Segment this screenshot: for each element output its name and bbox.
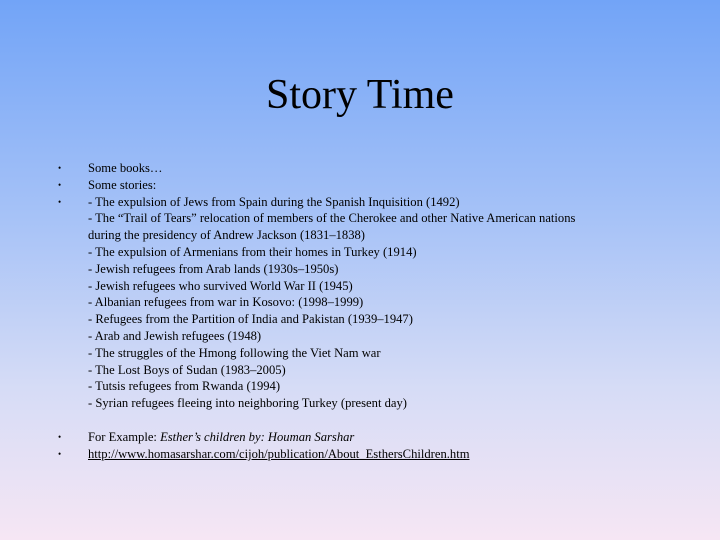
bullet-item bbox=[56, 194, 656, 211]
story-line: - The expulsion of Armenians from their homes in Turkey (1914) bbox=[88, 244, 417, 259]
bullet-icon: • bbox=[58, 431, 62, 442]
spacer bbox=[56, 412, 656, 429]
bullet-icon: • bbox=[58, 179, 62, 190]
bullet-item bbox=[56, 160, 656, 177]
story-line: - Refugees from the Partition of India and Pakistan (1939–1947) bbox=[88, 312, 413, 327]
story-line: during the presidency of Andrew Jackson (1831–1838) bbox=[88, 228, 366, 243]
bullet-text: Some stories: bbox=[88, 177, 157, 192]
bullet-icon: • bbox=[58, 163, 62, 173]
source-link[interactable]: http://www.homasarshar.com/cijoh/publication/About_EsthersChildren.htm bbox=[88, 446, 470, 461]
story-line: - Albanian refugees from war in Kosovo: (1998–1999) bbox=[88, 295, 364, 310]
bullet-icon: • bbox=[58, 448, 62, 459]
example-book-title: Esther’s children by: Houman Sarshar bbox=[160, 429, 355, 444]
story-line: - The Lost Boys of Sudan (1983–2005) bbox=[88, 362, 286, 377]
story-line: - Jewish refugees from Arab lands (1930s–1950s) bbox=[88, 261, 339, 276]
story-line: - The struggles of the Hmong following the Viet Nam war bbox=[88, 345, 381, 360]
bullet-icon: • bbox=[58, 196, 62, 207]
example-prefix: For Example: bbox=[88, 429, 161, 444]
slide-title: Story Time bbox=[266, 72, 454, 118]
bullet-text: - The expulsion of Jews from Spain during the Spanish Inquisition (1492) bbox=[88, 194, 460, 209]
story-line: - The “Trail of Tears” relocation of members of the Cherokee and other Native American nations bbox=[88, 211, 576, 226]
bullet-text: Some books… bbox=[88, 161, 163, 175]
story-line: - Syrian refugees fleeing into neighboring Turkey (present day) bbox=[88, 396, 407, 411]
story-line: - Jewish refugees who survived World War II (1945) bbox=[88, 278, 353, 293]
slide-body bbox=[56, 160, 656, 463]
link-item bbox=[56, 446, 656, 463]
example-item bbox=[56, 429, 656, 446]
bullet-item bbox=[56, 177, 656, 194]
story-line: - Arab and Jewish refugees (1948) bbox=[88, 328, 262, 343]
story-line: - Tutsis refugees from Rwanda (1994) bbox=[88, 379, 281, 394]
example-text bbox=[88, 429, 656, 446]
